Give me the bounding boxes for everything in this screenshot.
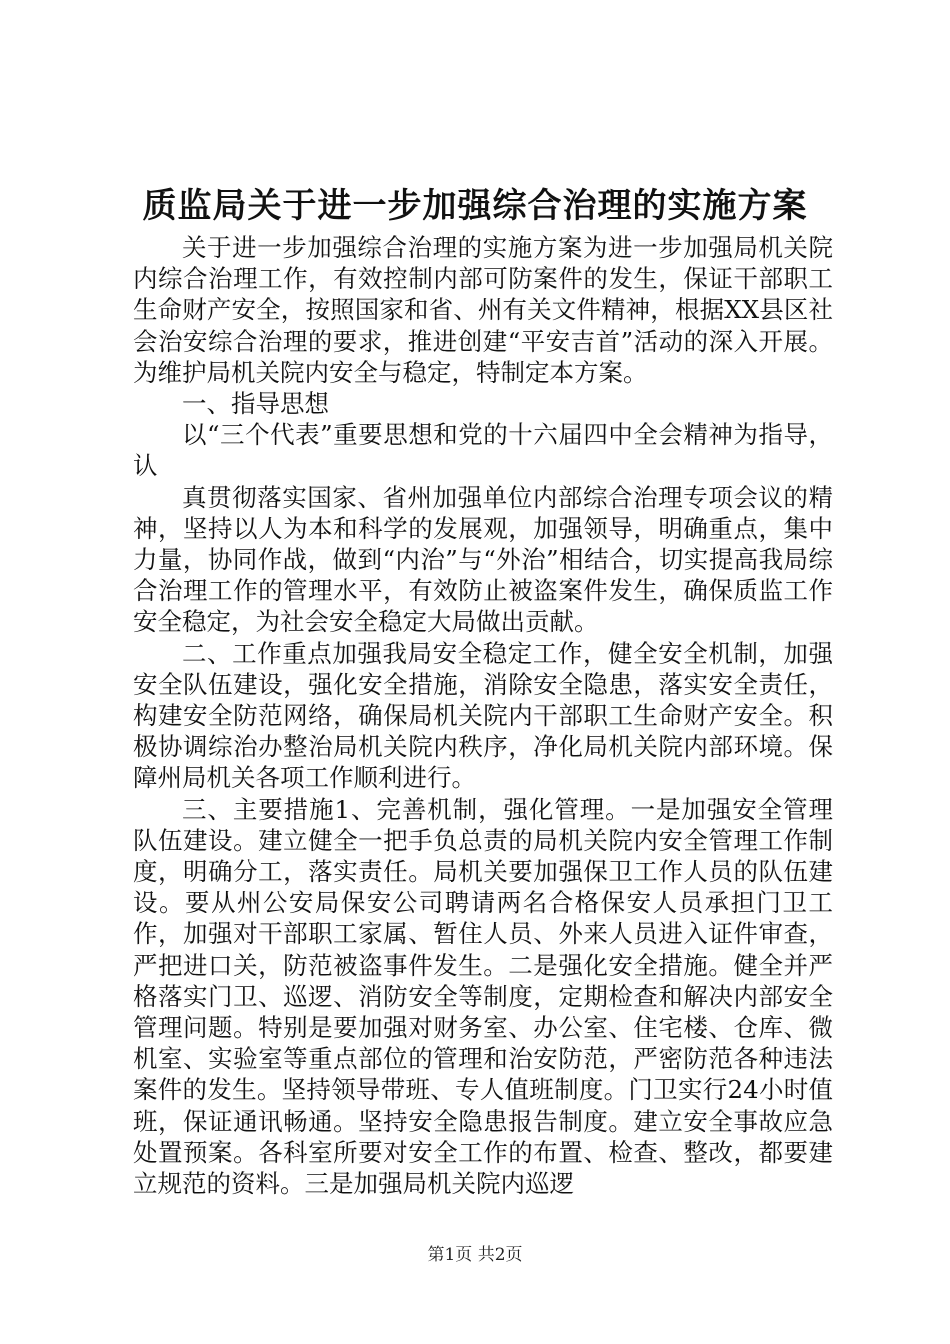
document-body <box>133 232 833 1199</box>
section-heading-guiding-thought: 一、指导思想 <box>182 389 329 419</box>
implementation-paragraph: 真贯彻落实国家、省州加强单位内部综合治理专项会议的精神，坚持以人为本和科学的发展观，加强领导，明确重点，集中力量，协同作战，做到“内治”与“外治”相结合，切实提高我局综合治理工作的管理水平，有效防止被盗案件发生，确保质监工作安全稳定，为社会安全稳定大局做出贡献。 <box>133 482 833 637</box>
document-title: 质监局关于进一步加强综合治理的实施方案 <box>142 186 808 226</box>
guiding-thought-paragraph: 以“三个代表”重要思想和党的十六届四中全会精神为指导，认 <box>133 420 833 481</box>
page-number-footer: 第1页 共2页 <box>427 1245 523 1265</box>
work-focus-paragraph: 二、工作重点加强我局安全稳定工作，健全安全机制，加强安全队伍建设，强化安全措施，消除安全隐患，落实安全责任，构建安全防范网络，确保局机关院内干部职工生命财产安全。积极协调综治办整治局机关院内秩序，净化局机关院内部环境。保障州局机关各项工作顺利进行。 <box>133 638 833 793</box>
main-measures-paragraph: 三、主要措施1、完善机制，强化管理。一是加强安全管理队伍建设。建立健全一把手负总责的局机关院内安全管理工作制度，明确分工，落实责任。局机关要加强保卫工作人员的队伍建设。要从州公安局保安公司聘请两名合格保安人员承担门卫工作，加强对干部职工家属、暂住人员、外来人员进入证件审查，严把进口关，防范被盗事件发生。二是强化安全措施。健全并严格落实门卫、巡逻、消防安全等制度，定期检查和解决内部安全管理问题。特别是要加强对财务室、办公室、住宅楼、仓库、微机室、实验室等重点部位的管理和治安防范，严密防范各种违法案件的发生。坚持领导带班、专人值班制度。门卫实行24小时值班，保证通讯畅通。坚持安全隐患报告制度。建立安全事故应急处置预案。各科室所要对安全工作的布置、检查、整改，都要建立规范的资料。三是加强局机关院内巡逻 <box>133 794 833 1199</box>
intro-paragraph: 关于进一步加强综合治理的实施方案为进一步加强局机关院内综合治理工作，有效控制内部可防案件的发生，保证干部职工生命财产安全，按照国家和省、州有关文件精神，根据XX县区社会治安综合治理的要求，推进创建“平安吉首”活动的深入开展。为维护局机关院内安全与稳定，特制定本方案。 <box>133 233 833 387</box>
